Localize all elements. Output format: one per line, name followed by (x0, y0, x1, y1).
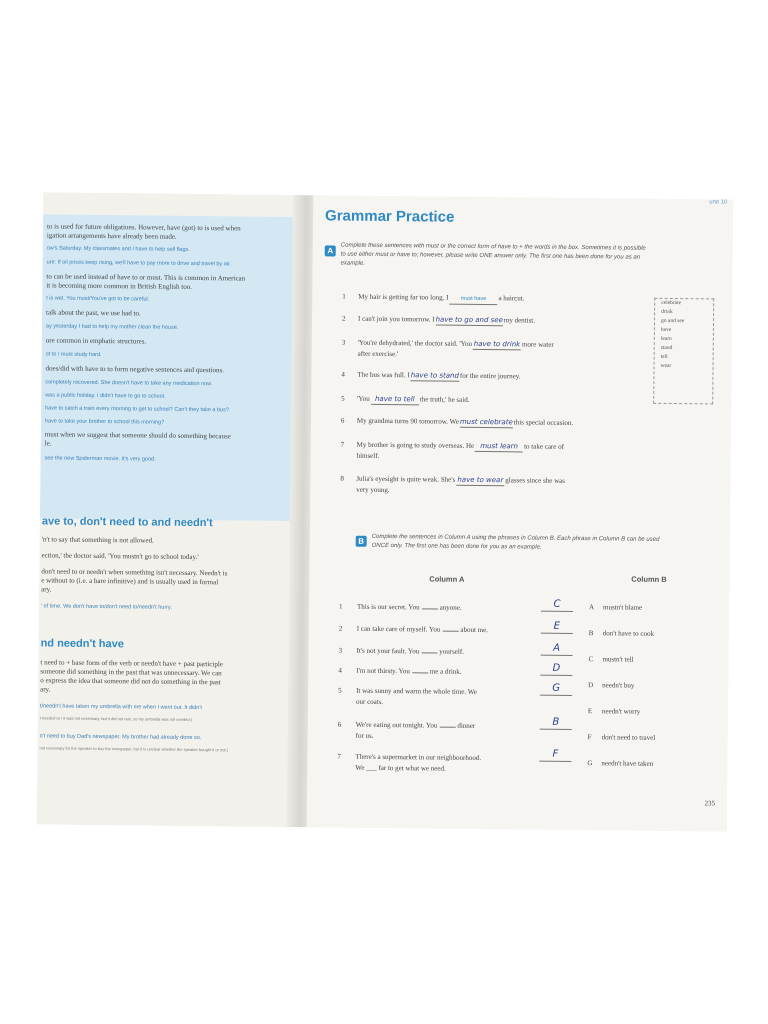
column-b-row (587, 758, 653, 770)
column-a-number: 3 (338, 646, 343, 655)
word-box-item: drink (661, 308, 673, 316)
question-text-after: the truth,' he said. (419, 395, 470, 404)
section-b-badge: B (356, 536, 367, 547)
column-a-number: 1 (338, 602, 343, 611)
left-text-line: talk about the past, we use had to. (46, 308, 141, 318)
left-page (37, 192, 296, 827)
column-b-letter: G (587, 759, 593, 768)
match-answer-blank[interactable]: E (541, 621, 573, 634)
left-text-line: have to take your brother to school this morning? (44, 418, 165, 426)
left-text-line: it is becoming more common in British English too. (46, 281, 193, 291)
left-text-line: le. (44, 439, 52, 448)
word-box-item: wear (660, 362, 672, 369)
column-b-row (589, 602, 642, 614)
question-text-before: 'You're dehydrated,' the doctor said. 'You (357, 338, 473, 348)
left-text-line: n't need to buy Dad's newspaper. My brother had already done so. (39, 733, 202, 742)
column-a-row (338, 666, 461, 678)
match-answer-blank[interactable]: B (540, 717, 572, 730)
question-text-continued: very young. (356, 485, 390, 495)
column-b-phrase: mustn't blame (602, 603, 643, 612)
question-row (341, 370, 520, 383)
left-text-line: ection,' the doctor said. 'You mustn't go to school today.' (41, 551, 199, 562)
column-a-text-before: It was sunny and warm the whole time. We (356, 686, 477, 696)
word-box-item: go and see (660, 317, 685, 325)
question-number: 8 (340, 474, 344, 483)
question-text-after: to take care of (524, 442, 565, 451)
answer-blank[interactable]: have to go and see (435, 315, 503, 325)
column-a-title: Column A (429, 574, 465, 584)
question-text-before: My grandma turns 90 tomorrow. We (356, 416, 459, 426)
word-box-item: have (660, 326, 672, 333)
column-a-text-after: dinner (457, 721, 476, 730)
left-text-line: 'n't to say that something is not allowed. (41, 535, 154, 545)
left-text-line: e without to (i.e. a bare infinitive) and is usually used in formal (41, 576, 219, 587)
column-a-number: 6 (337, 720, 342, 729)
left-text-line: was a public holiday. I didn't have to go to school. (45, 392, 166, 400)
left-text-line: t need to + base form of the verb or needn't have + past participle (40, 658, 223, 669)
question-row (340, 474, 566, 495)
left-text-line: o express the idea that someone did not do something in the past (40, 676, 221, 687)
column-b-row (588, 706, 641, 718)
left-page-text (39, 192, 295, 753)
column-a-text-after: anyone. (439, 603, 462, 612)
column-b-row (589, 628, 654, 640)
question-text-after: glasses since she was (505, 476, 566, 485)
question-text-before: My hair is getting far too long. I (358, 292, 449, 302)
column-a-row (339, 624, 488, 637)
page-number: 235 (704, 799, 716, 808)
question-row (340, 440, 565, 460)
question-text-after: more water (521, 340, 554, 349)
question-number: 3 (341, 338, 346, 347)
column-a-row (337, 720, 476, 740)
column-a-text-before: This is our secret. You (356, 602, 420, 612)
match-answer-blank[interactable]: A (541, 643, 573, 656)
left-text-line: nd needn't have (40, 637, 124, 651)
question-text-before: Julia's eyesight is quite weak. She's (356, 474, 456, 484)
left-text-line: not necessary for the speaker to buy the newspaper, but it is unclear whether the speaker bought it or not.) (39, 745, 229, 753)
question-number: 1 (342, 292, 346, 301)
column-b-phrase: needn't worry (601, 707, 641, 716)
section-a-badge: A (325, 245, 336, 256)
left-text-line: someone did something in the past that was unnecessary. We can (40, 667, 222, 678)
inline-gap (442, 631, 458, 632)
column-a-text-after: me a drink. (429, 667, 462, 676)
question-row (341, 394, 469, 406)
left-text-line: don't need to or needn't when something isn't necessary. Needn't is (41, 567, 228, 578)
left-text-line: igation arrangements have already been made. (46, 231, 177, 241)
left-text-line: ary. (41, 585, 52, 594)
left-text-line: to is used for future obligations. However, have (got) to is used when (46, 222, 241, 233)
question-number: 4 (341, 370, 345, 379)
left-text-line: ot to / must study hard. (45, 351, 102, 359)
right-page (307, 195, 734, 831)
column-a-number: 4 (338, 666, 342, 675)
column-a-number: 2 (338, 624, 343, 633)
left-text-line: ary. (40, 685, 51, 694)
answer-blank[interactable]: have to stand (410, 371, 459, 380)
column-b-phrase: needn't buy (602, 681, 635, 690)
answer-blank[interactable]: must celebrate (459, 417, 513, 427)
inline-gap (412, 672, 428, 673)
question-row (342, 292, 524, 306)
column-b-row (588, 732, 656, 744)
question-row (341, 416, 573, 429)
answer-blank[interactable]: must have (449, 295, 497, 306)
answer-blank[interactable]: have to tell (371, 395, 419, 406)
question-text-after: a haircut. (498, 294, 525, 303)
column-a-row (338, 686, 477, 706)
left-text-line: ' of time. We don't have to/don't need to/needn't hurry. (40, 603, 172, 611)
left-text-line: t needed to / it was not necessary, but it did not rain, so my umbrella was not needed.) (39, 715, 193, 722)
question-text-continued: himself. (356, 451, 380, 460)
column-a-text-before: I can take care of myself. You (356, 624, 441, 634)
left-text-line: ure: If oil prices keep rising, we'll have to pay more to drive and travel by air. (46, 259, 232, 268)
column-b-letter: A (588, 603, 595, 612)
question-number: 6 (340, 416, 345, 425)
column-a-row (339, 602, 462, 614)
column-a-number: 7 (337, 752, 341, 761)
match-answer-blank[interactable]: D (540, 663, 572, 676)
left-text-line: have to catch a train every morning to get to school? Can't they take a bus? (45, 405, 229, 414)
question-row (342, 314, 535, 327)
question-text-after: my dentist. (503, 316, 536, 325)
column-b-letter: F (587, 733, 592, 742)
question-text-before: I can't join you tomorrow. I (357, 314, 435, 324)
column-b-phrase: don't need to travel (601, 733, 656, 742)
word-box-item: stand (660, 344, 673, 351)
inline-gap (422, 608, 438, 609)
column-a-text-continued: for us. (355, 731, 374, 740)
question-text-before: 'You (357, 394, 370, 403)
page-title: Grammar Practice (325, 207, 455, 226)
column-a-number: 5 (338, 686, 342, 695)
column-a-text-before: I'm not thirsty. You (356, 666, 410, 676)
question-text-after: for the entire journey. (459, 371, 521, 381)
left-text-line: must when we suggest that someone should do something because (44, 430, 231, 441)
question-text-before: The bus was full. I (357, 370, 410, 380)
column-a-text-after: yourself. (439, 647, 465, 656)
match-answer-blank[interactable]: C (541, 599, 573, 612)
column-b-phrase: mustn't tell (602, 655, 634, 664)
left-text-line: ay yesterday I had to help my mother clean the house. (45, 323, 179, 331)
column-b-row (588, 680, 634, 691)
textbook-spread (37, 192, 734, 831)
column-a-text-continued: We ___ far to get what we need. (355, 763, 446, 773)
left-text-line: t/needn't have taken my umbrella with me when I went out. It didn't (39, 703, 202, 712)
question-row (341, 338, 554, 359)
column-a-row (338, 646, 464, 658)
column-b-phrase: don't have to cook (602, 629, 655, 638)
word-box-item: celebrate (661, 299, 682, 307)
match-answer-blank[interactable]: F (539, 749, 571, 762)
answer-blank[interactable]: have to wear (456, 476, 504, 487)
question-number: 5 (341, 394, 345, 403)
column-b-title: Column B (631, 574, 667, 584)
question-text-continued: after exercise.' (357, 349, 399, 359)
section-a-instruction: Complete these sentences with must or the correct form of have to + the words in the box. Sometimes it is possible to use either must or have to; however, please write ONE answer only. The first one has been done for you as an example. (340, 242, 646, 267)
column-b-letter: D (588, 681, 594, 690)
column-a-row (337, 752, 482, 773)
column-b-row (588, 654, 633, 665)
question-text-after: this special occasion. (513, 418, 574, 427)
inline-gap (421, 652, 437, 653)
left-text-line: ave to, don't need to and needn't (41, 515, 213, 530)
column-a-text-after: about me. (460, 625, 489, 635)
column-b-phrase: needn't have taken (601, 759, 654, 768)
question-text-before: My brother is going to study overseas. He (356, 440, 475, 450)
left-text-line: t is wet. You must/You've got to be careful. (46, 295, 150, 303)
unit-ref: unit 10 (709, 199, 728, 206)
column-b-letter: C (588, 655, 594, 664)
word-box-item: learn (660, 335, 672, 342)
inline-gap (439, 727, 455, 728)
word-box (653, 298, 714, 405)
match-answer-blank[interactable]: G (540, 683, 572, 696)
column-a-text-before: We're eating out tonight. You (355, 720, 438, 730)
left-text-line: ow's Saturday. My classmates and I have to help sell flags. (46, 245, 190, 253)
column-a-text-before: There's a supermarket in our neighbourhood. (355, 752, 482, 763)
left-text-line: to can be used instead of have to or must. This is common in American (46, 272, 246, 283)
column-b-letter: B (588, 629, 594, 638)
word-box-item: tell (660, 353, 668, 360)
question-number: 7 (340, 440, 345, 449)
answer-blank[interactable]: have to drink (473, 340, 521, 351)
column-a-text-before: It's not your fault. You (356, 646, 420, 656)
left-text-line: ore common in emphatic structures. (45, 336, 147, 346)
left-text-line: does/did with have to to form negative sentences and questions. (45, 364, 224, 375)
column-b-letter: E (587, 707, 593, 716)
question-number: 2 (341, 314, 346, 323)
left-text-line: completely recovered. She doesn't have to take any medication now. (45, 379, 213, 388)
left-text-line: see the new Spiderman movie. It's very good. (44, 455, 156, 463)
column-a-text-continued: our coats. (355, 697, 384, 706)
answer-blank[interactable]: must learn (475, 442, 523, 453)
section-b-instruction: Complete the sentences in Column A using the phrases in Column B. Each phrase in Column B can be used ONCE only. The first one has been done for you as an example. (371, 533, 660, 551)
